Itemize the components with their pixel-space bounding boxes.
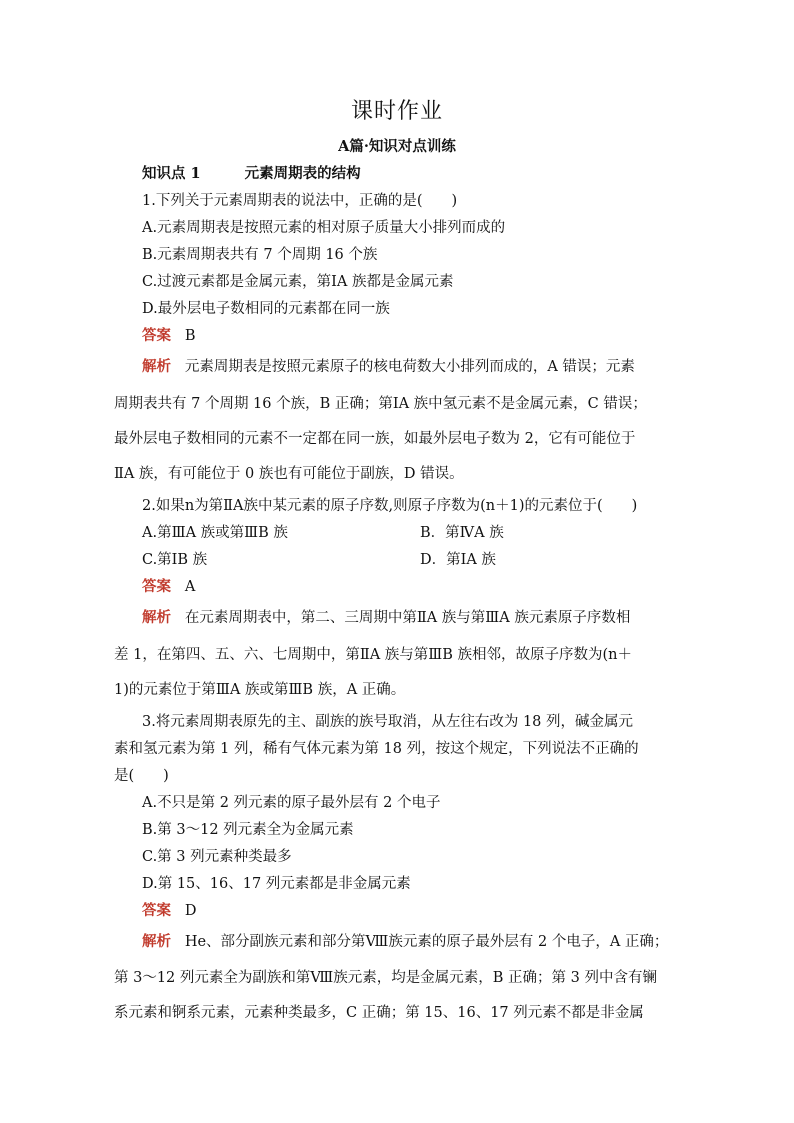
analysis-text: He、部分副族元素和部分第Ⅷ族元素的原子最外层有 2 个电子，A 正确； (184, 934, 669, 950)
page-title: 课时作业 (350, 99, 443, 124)
q3-answer (142, 901, 196, 921)
q1-option-b: B.元素周期表共有 7 个周期 16 个族 (142, 247, 378, 263)
q1-answer (142, 326, 195, 346)
section-heading: A篇·知识对点训练 (338, 138, 456, 155)
q3-stem-line-3: 是( ) (114, 768, 169, 784)
q3-option-c: C.第 3 列元素种类最多 (142, 849, 292, 865)
answer-value: B (184, 328, 196, 344)
answer-label: 答案 (142, 327, 171, 344)
q2-analysis-line-1 (142, 608, 630, 628)
analysis-text: 在元素周期表中，第二、三周期中第ⅡA 族与第ⅢA 族元素原子序数相 (184, 610, 631, 626)
topic-label: 知识点 1 (142, 165, 201, 182)
q1-stem: 1.下列关于元素周期表的说法中，正确的是( ) (142, 193, 458, 209)
q1-option-c: C.过渡元素都是金属元素，第ⅠA 族都是金属元素 (142, 274, 454, 290)
answer-value: D (184, 903, 197, 919)
answer-value: A (184, 579, 196, 595)
q3-stem-line-1: 3.将元素周期表原先的主、副族的族号取消，从左往右改为 18 列，碱金属元 (142, 714, 634, 730)
q2-analysis-line-3: 1)的元素位于第ⅢA 族或第ⅢB 族，A 正确。 (114, 682, 406, 698)
analysis-label: 解析 (142, 609, 171, 626)
q3-analysis-line-2: 第 3～12 列元素全为副族和第Ⅷ族元素，均是金属元素，B 正确；第 3 列中含有镧 (114, 970, 657, 986)
answer-label: 答案 (142, 578, 171, 595)
answer-label: 答案 (142, 902, 171, 919)
topic-name: 元素周期表的结构 (244, 165, 361, 182)
q2-stem: 2.如果n为第ⅡA族中某元素的原子序数,则原子序数为(n＋1)的元素位于( ) (142, 498, 638, 514)
analysis-text: 元素周期表是按照元素原子的核电荷数大小排列而成的，A 错误；元素 (184, 359, 635, 375)
q3-analysis-line-3: 系元素和锕系元素，元素种类最多，C 正确；第 15、16、17 列元素不都是非金属 (114, 1005, 644, 1021)
q2-option-b: B．第ⅣA 族 (420, 525, 504, 541)
q1-option-a: A.元素周期表是按照元素的相对原子质量大小排列而成的 (142, 220, 506, 236)
q3-option-a: A.不只是第 2 列元素的原子最外层有 2 个电子 (142, 795, 441, 811)
q2-analysis-line-2: 差 1，在第四、五、六、七周期中，第ⅡA 族与第ⅢB 族相邻，故原子序数为(n＋ (114, 647, 633, 663)
q1-option-d: D.最外层电子数相同的元素都在同一族 (142, 301, 390, 317)
q3-option-b: B.第 3～12 列元素全为金属元素 (142, 822, 354, 838)
q2-answer (142, 577, 195, 597)
q1-analysis-line-3: 最外层电子数相同的元素不一定都在同一族，如最外层电子数为 2，它有可能位于 (114, 431, 636, 447)
topic-heading (142, 164, 361, 184)
q1-analysis-line-1 (142, 357, 635, 377)
q1-analysis-line-2: 周期表共有 7 个周期 16 个族，B 正确；第ⅠA 族中氢元素不是金属元素，C 错误； (114, 396, 647, 412)
q2-option-d: D．第ⅠA 族 (420, 552, 496, 568)
q3-analysis-line-1 (142, 932, 668, 952)
q1-analysis-line-4: ⅡA 族，有可能位于 0 族也有可能位于副族，D 错误。 (114, 466, 464, 482)
analysis-label: 解析 (142, 933, 171, 950)
q2-option-c: C.第ⅠB 族 (142, 552, 208, 568)
q3-stem-line-2: 素和氢元素为第 1 列，稀有气体元素为第 18 列，按这个规定，下列说法不正确的 (114, 741, 639, 757)
q2-option-a: A.第ⅢA 族或第ⅢB 族 (142, 525, 288, 541)
q3-option-d: D.第 15、16、17 列元素都是非金属元素 (142, 876, 411, 892)
analysis-label: 解析 (142, 358, 171, 375)
